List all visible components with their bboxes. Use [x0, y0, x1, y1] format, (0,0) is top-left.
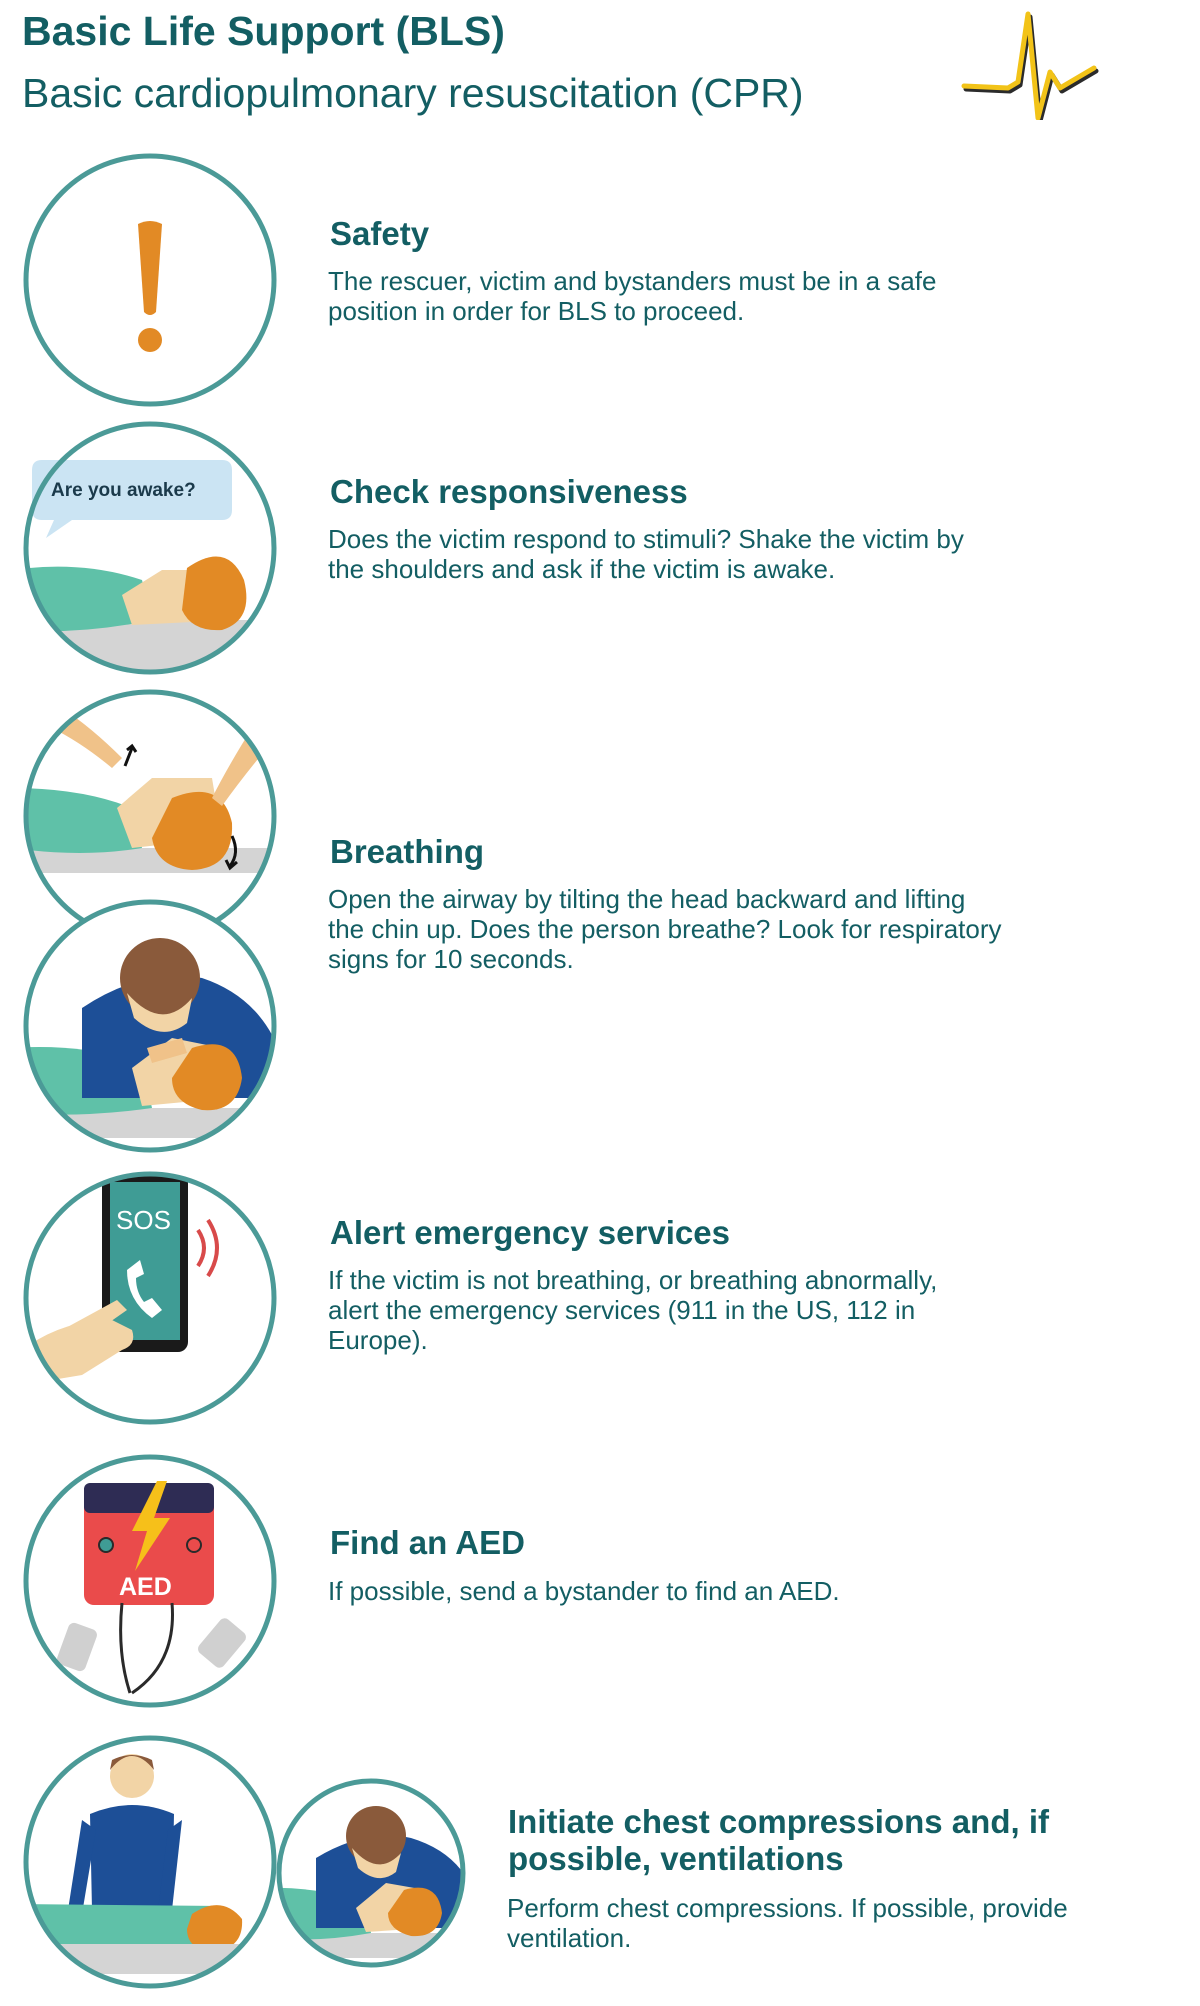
- step-desc-alert-emergency: If the victim is not breathing, or breathing abnormally, alert the emergency services (911 in the US, 112 in Europe).: [328, 1265, 938, 1355]
- step-desc-check-responsiveness: Does the victim respond to stimuli? Shake the victim by the shoulders and ask if the victim is awake.: [328, 524, 964, 584]
- heartbeat-pulse-icon: [960, 10, 1100, 120]
- step-title-breathing: Breathing: [330, 833, 485, 870]
- phone-sos-text: SOS: [116, 1205, 171, 1235]
- ventilation-illustration: [276, 1778, 466, 1968]
- chest-compression-illustration: [22, 1734, 278, 1990]
- step-desc-find-aed: If possible, send a bystander to find an AED.: [328, 1576, 840, 1606]
- step-title-chest-compressions: Initiate chest compressions and, if possible, ventilations: [508, 1803, 1049, 1877]
- page-subtitle: Basic cardiopulmonary resuscitation (CPR): [22, 70, 804, 116]
- step-title-safety: Safety: [330, 215, 430, 252]
- step-title-alert-emergency: Alert emergency services: [330, 1214, 730, 1251]
- step-title-check-responsiveness: Check responsiveness: [330, 473, 688, 510]
- page-title: Basic Life Support (BLS): [22, 8, 505, 54]
- step-desc-breathing: Open the airway by tilting the head backward and lifting the chin up. Does the person breathe? Look for respiratory signs for 10 seconds.: [328, 884, 1002, 974]
- look-listen-feel-illustration: [22, 898, 278, 1154]
- step-desc-chest-compressions: Perform chest compressions. If possible, provide ventilation.: [507, 1893, 1068, 1953]
- step-title-find-aed: Find an AED: [330, 1524, 525, 1561]
- aed-device-label: AED: [119, 1573, 172, 1601]
- speech-bubble-text: Are you awake?: [51, 480, 196, 501]
- safety-circle: [22, 152, 278, 408]
- step-desc-safety: The rescuer, victim and bystanders must be in a safe position in order for BLS to proceed.: [328, 266, 937, 326]
- check-responsiveness-illustration: [22, 420, 278, 676]
